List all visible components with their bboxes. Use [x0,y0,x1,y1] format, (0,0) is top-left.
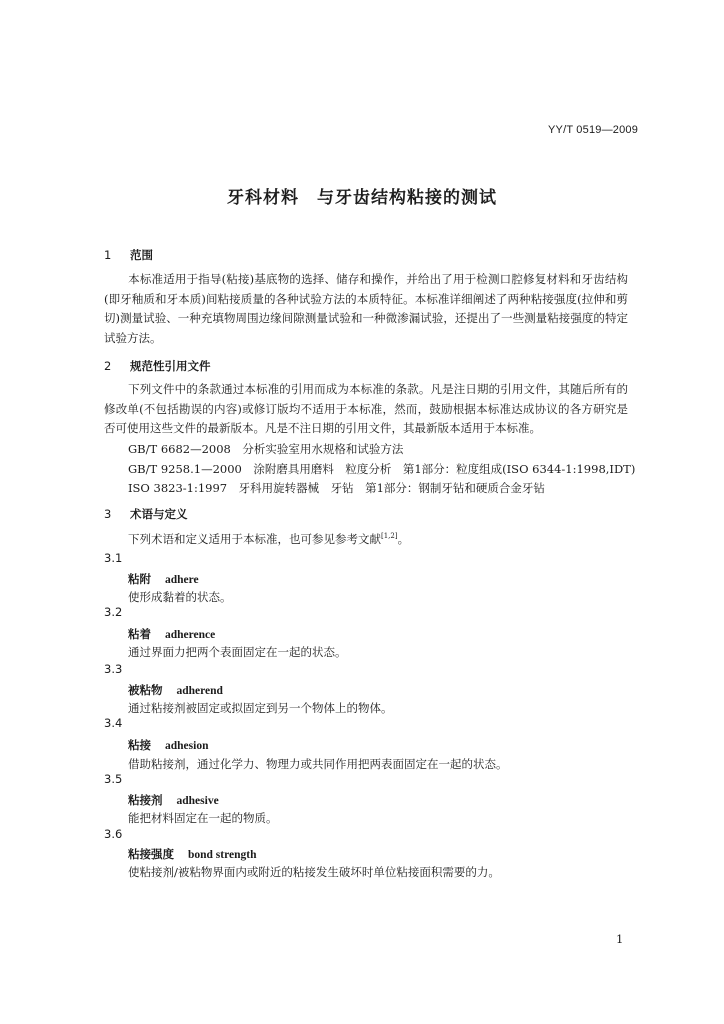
term-number: 3.4 [104,716,123,730]
section-heading-normative-references [104,358,211,374]
section-title: 范围 [130,248,153,262]
term-en: adherend [176,685,223,697]
term-definition: 能把材料固定在一起的物质。 [128,811,278,825]
term-heading [128,682,223,698]
term-en: adhesive [176,795,219,807]
paragraph-text: 下列文件中的条款通过本标准的引用而成为本标准的条款。凡是注日期的引用文件，其随后所有的修改单(不包括勘误的内容)或修订版均不适用于本标准，然而，鼓励根据本标准达成协议的各方研究是否可使用这些文件的最新版本。凡是不注日期的引用文件，其最新版本适用于本标准。 [104,382,628,435]
term-zh: 粘接强度 [128,847,174,861]
term-number: 3.1 [104,551,123,565]
term-zh: 粘附 [128,572,151,586]
reference-item: GB/T 6682—2008 分析实验室用水规格和试验方法 [128,442,404,456]
term-number: 3.5 [104,772,123,786]
term-heading [128,792,219,808]
term-zh: 粘接剂 [128,793,163,807]
section-number: 1 [104,248,112,262]
term-heading [128,737,208,753]
term-definition: 通过粘接剂被固定或拟固定到另一个物体上的物体。 [128,701,393,715]
term-en: adhesion [165,740,209,752]
term-definition: 通过界面力把两个表面固定在一起的状态。 [128,645,347,659]
term-zh: 粘着 [128,627,151,641]
term-en: bond strength [188,849,257,861]
section-heading-scope [104,247,153,263]
term-zh: 粘接 [128,738,151,752]
reference-item: GB/T 9258.1—2000 涂附磨具用磨料 粒度分析 第1部分：粒度组成(ISO 6344-1:1998,IDT) [128,462,636,476]
section-number: 3 [104,507,112,521]
term-definition: 借助粘接剂，通过化学力、物理力或共同作用把两表面固定在一起的状态。 [128,757,508,771]
page-number: 1 [616,932,624,946]
term-en: adhere [165,574,199,586]
citation: [1,2] [381,532,398,541]
section-title: 规范性引用文件 [130,359,211,373]
term-number: 3.6 [104,827,123,841]
section-title: 术语与定义 [130,507,188,521]
section-heading-terms [104,506,188,522]
intro-text: 下列术语和定义适用于本标准，也可参见参考文献 [128,532,381,546]
term-definition: 使形成黏着的状态。 [128,590,232,604]
paragraph-text: 本标准适用于指导(粘接)基底物的选择、储存和操作，并给出了用于检测口腔修复材料和牙齿结构(即牙釉质和牙本质)间粘接质量的各种试验方法的本质特征。本标准详细阐述了两种粘接强度(拉伸和剪切)测量试验、一种充填物周围边缘间隙测量试验和一种微渗漏试验，还提出了一些测量粘接强度的特定试验方法。 [104,272,628,345]
term-zh: 被粘物 [128,683,163,697]
section-paragraph-normative-references [104,380,628,439]
reference-item: ISO 3823-1:1997 牙科用旋转器械 牙钻 第1部分：钢制牙钻和硬质合金牙钻 [128,481,545,495]
term-en: adherence [165,629,216,641]
term-heading [128,571,199,587]
section-intro-terms: 下列术语和定义适用于本标准，也可参见参考文献[1,2]。 [128,532,410,546]
term-heading [128,626,215,642]
term-number: 3.3 [104,662,123,676]
section-paragraph-scope [104,270,628,348]
document-title: 牙科材料 与牙齿结构粘接的测试 [227,188,497,208]
term-heading [128,846,257,862]
section-number: 2 [104,359,112,373]
term-number: 3.2 [104,605,123,619]
term-definition: 使粘接剂/被粘物界面内或附近的粘接发生破坏时单位粘接面积需要的力。 [128,865,500,879]
standard-number: YY/T 0519—2009 [548,124,639,136]
